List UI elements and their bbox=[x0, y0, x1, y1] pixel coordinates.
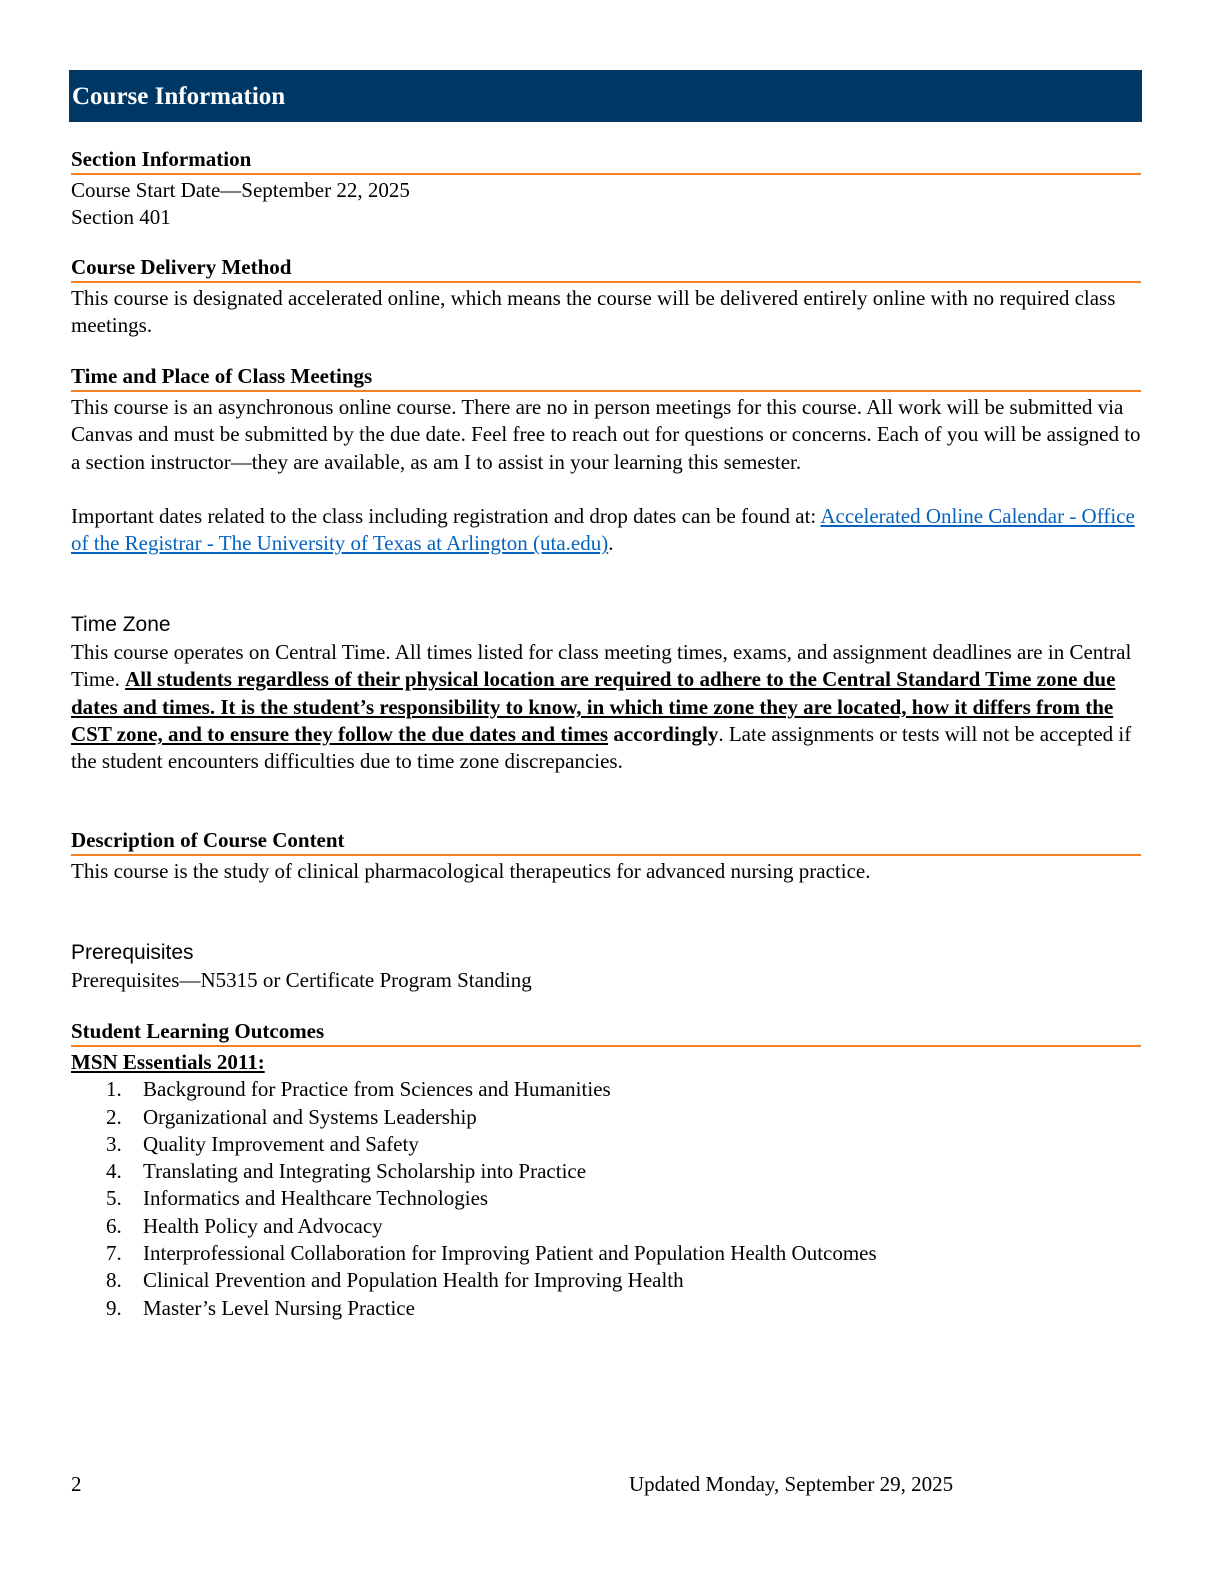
list-item-text: Background for Practice from Sciences and Humanities bbox=[143, 1077, 611, 1102]
list-item bbox=[71, 1104, 1141, 1131]
course-start-date: Course Start Date—September 22, 2025 bbox=[71, 178, 410, 202]
list-item-text: Quality Improvement and Safety bbox=[143, 1131, 419, 1156]
student-learning-outcomes bbox=[71, 1018, 1141, 1322]
description-heading: Description of Course Content bbox=[71, 827, 1141, 856]
important-dates-prefix: Important dates related to the class including registration and drop dates can be found at: bbox=[71, 503, 821, 528]
list-item-number: 9. bbox=[106, 1295, 122, 1320]
section-number: Section 401 bbox=[71, 205, 171, 230]
page-number: 2 bbox=[71, 1472, 82, 1496]
list-item bbox=[71, 1158, 1141, 1185]
class-meetings bbox=[71, 363, 1141, 557]
list-item bbox=[71, 1267, 1141, 1294]
prerequisites-text: Prerequisites—N5315 or Certificate Program Standing bbox=[71, 968, 532, 992]
list-item bbox=[71, 1213, 1141, 1240]
course-description bbox=[71, 827, 1141, 885]
banner-title: Course Information bbox=[72, 83, 286, 110]
list-item bbox=[71, 1295, 1141, 1322]
important-dates-suffix: . bbox=[608, 531, 614, 556]
time-zone bbox=[71, 611, 1141, 775]
delivery-heading: Course Delivery Method bbox=[71, 254, 1141, 283]
list-item-text: Health Policy and Advocacy bbox=[143, 1213, 383, 1238]
list-item bbox=[71, 1076, 1141, 1103]
time-zone-closing: . Late assignments or tests will not be accepted if the student encounters difficulties due to time zone discrepancies. bbox=[71, 721, 1132, 774]
time-zone-bold-tail: accordingly bbox=[608, 721, 719, 746]
outcomes-list bbox=[71, 1076, 1141, 1322]
list-item-number: 2. bbox=[106, 1104, 122, 1129]
time-zone-heading: Time Zone bbox=[71, 613, 171, 636]
list-item-number: 3. bbox=[106, 1131, 122, 1156]
description-text: This course is the study of clinical pharmacological therapeutics for advanced nursing practice. bbox=[71, 859, 871, 883]
msn-essentials-subheading: MSN Essentials 2011: bbox=[71, 1050, 265, 1074]
list-item-number: 6. bbox=[106, 1213, 122, 1238]
list-item-text: Interprofessional Collaboration for Improving Patient and Population Health Outcomes bbox=[143, 1241, 877, 1266]
list-item-text: Organizational and Systems Leadership bbox=[143, 1104, 477, 1129]
important-dates bbox=[71, 503, 1141, 558]
list-item bbox=[71, 1240, 1141, 1267]
meetings-text: This course is an asynchronous online course. There are no in person meetings for this course. All work will be submitted via Canvas and must be submitted by the due date. Feel free to reach out for questions or concerns. Each of you will be assigned to a section instructor—they are available, as am I to assist in your learning this semester. bbox=[71, 395, 1141, 474]
time-zone-emphasis: All students regardless of their physical location are required to adhere to the Central Standard Time zone due dates and times. It is the student’s responsibility to know, in which time zone they are located, how it differs from the CST zone, and to ensure they follow the due dates and times bbox=[71, 667, 1116, 746]
list-item-text: Informatics and Healthcare Technologies bbox=[143, 1186, 489, 1211]
outcomes-heading: Student Learning Outcomes bbox=[71, 1018, 1141, 1047]
list-item-number: 1. bbox=[106, 1077, 122, 1102]
registrar-calendar-link[interactable]: Accelerated Online Calendar - Office of the Registrar - The University of Texas at Arlington (uta.edu) bbox=[71, 503, 1135, 556]
list-item-number: 5. bbox=[106, 1186, 122, 1211]
section-information bbox=[71, 146, 1141, 232]
prerequisites bbox=[71, 939, 1141, 994]
list-item bbox=[71, 1185, 1141, 1212]
list-item-text: Translating and Integrating Scholarship into Practice bbox=[143, 1159, 587, 1184]
list-item-text: Clinical Prevention and Population Health for Improving Health bbox=[143, 1268, 684, 1293]
section-information-heading: Section Information bbox=[71, 146, 1141, 175]
time-zone-intro: This course operates on Central Time. All times listed for class meeting times, exams, and assignment deadlines are in Central Time. bbox=[71, 640, 1132, 692]
delivery-text: This course is designated accelerated online, which means the course will be delivered entirely online with no required class meetings. bbox=[71, 286, 1116, 338]
prerequisites-heading: Prerequisites bbox=[71, 941, 194, 964]
meetings-heading: Time and Place of Class Meetings bbox=[71, 363, 1141, 392]
updated-date: Updated Monday, September 29, 2025 bbox=[629, 1472, 954, 1496]
list-item-text: Master’s Level Nursing Practice bbox=[143, 1295, 415, 1320]
list-item-number: 4. bbox=[106, 1159, 122, 1184]
course-information-banner bbox=[69, 70, 1142, 122]
list-item bbox=[71, 1131, 1141, 1158]
list-item-number: 8. bbox=[106, 1268, 122, 1293]
list-item-number: 7. bbox=[106, 1241, 122, 1266]
time-zone-text bbox=[71, 639, 1141, 775]
course-delivery-method bbox=[71, 254, 1141, 340]
